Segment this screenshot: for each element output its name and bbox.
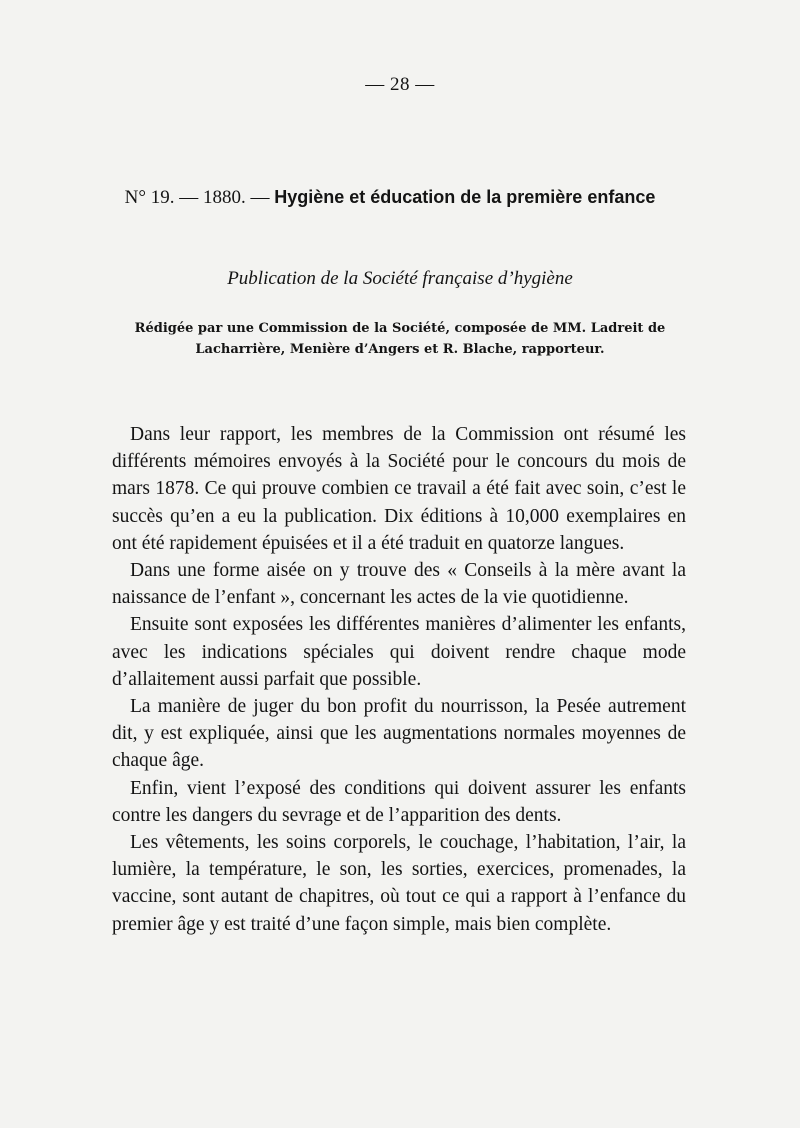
- publication-subtitle: Publication de la Société française d’hygiène: [227, 268, 573, 289]
- paragraph-3: Ensuite sont exposées les différentes manières d’alimenter les enfants, avec les indications spéciales qui doivent rendre chaque mode d’allaitement aussi parfait que possible.: [112, 614, 686, 690]
- paragraph-1: Dans leur rapport, les membres de la Commission ont résumé les différents mémoires envoyés à la Société pour le concours du mois de mars 1878. Ce qui prouve combien ce travail a été fait avec soin, c’est le succès qu’en a eu la publication. Dix éditions à 10,000 exemplaires en ont été rapidement épuisées et il a été traduit en quatorze langues.: [112, 424, 686, 554]
- entry-title: Hygiène et éducation de la première enfance: [274, 187, 656, 207]
- paragraph-4: La manière de juger du bon profit du nourrisson, la Pesée autrement dit, y est expliquée, ainsi que les augmentations normales moyennes de chaque âge.: [112, 696, 686, 772]
- entry-number: N° 19. — 1880. —: [124, 187, 270, 208]
- body-text: [112, 421, 686, 938]
- paragraph-5: Enfin, vient l’exposé des conditions qui doivent assurer les enfants contre les dangers du sevrage et de l’apparition des dents.: [112, 777, 686, 826]
- commission-credits: Rédigée par une Commission de la Société, composée de MM. Ladreit de Lacharrière, Menière d’Angers et R. Blache, rapporteur.: [134, 321, 666, 357]
- page-number: — 28 —: [365, 74, 435, 95]
- paragraph-2: Dans une forme aisée on y trouve des « Conseils à la mère avant la naissance de l’enfant », concernant les actes de la vie quotidienne.: [112, 560, 686, 609]
- paragraph-6: Les vêtements, les soins corporels, le couchage, l’habitation, l’air, la lumière, la température, le son, les sorties, exercices, promenades, la vaccine, sont autant de chapitres, où tout ce qui a rapport à l’enfance du premier âge y est traité d’une façon simple, mais bien complète.: [112, 832, 686, 935]
- entry-heading: [110, 184, 670, 211]
